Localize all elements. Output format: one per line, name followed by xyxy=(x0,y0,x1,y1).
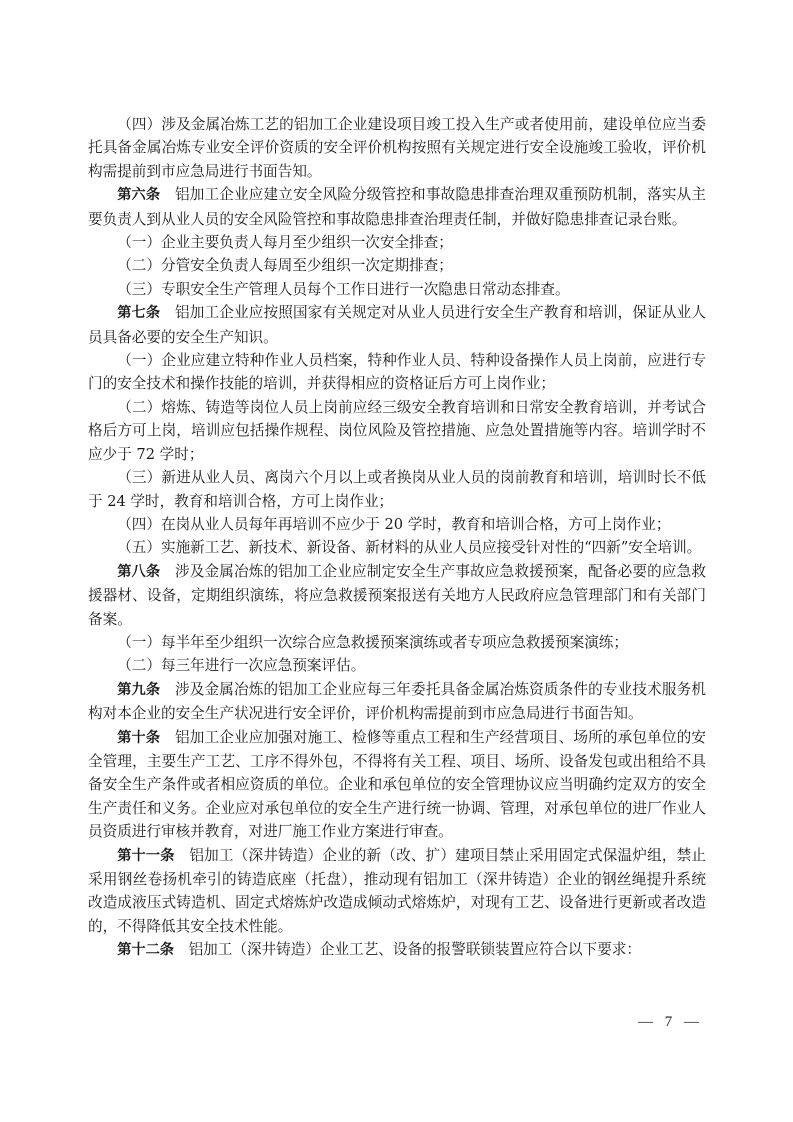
clause-paragraph xyxy=(88,254,706,277)
paragraph-text: （一）企业主要负责人每月至少组织一次安全排查； xyxy=(117,234,453,252)
paragraph-text: （二）熔炼、铸造等岗位人员上岗前应经三级安全教育培训和日常安全教育培训，并考试合格后方可上岗，培训应包括操作规程、岗位风险及管控措施、应急处置措施等内容。培训学时不应少于 72 学时； xyxy=(88,398,706,463)
paragraph-text: （三）新进从业人员、离岗六个月以上或者换岗从业人员的岗前教育和培训，培训时长不低于 24 学时，教育和培训合格，方可上岗作业； xyxy=(88,469,706,510)
article-paragraph xyxy=(88,560,706,631)
paragraph-text: 铝加工企业应按照国家有关规定对从业人员进行安全生产教育和培训，保证从业人员具备必要的安全生产知识。 xyxy=(88,304,706,346)
article-number: 第九条 xyxy=(117,681,161,698)
paragraph-text: （四）在岗从业人员每年再培训不应少于 20 学时，教育和培训合格，方可上岗作业； xyxy=(117,515,671,533)
paragraph-text: （四）涉及金属冶炼工艺的铝加工企业建设项目竣工投入生产或者使用前，建设单位应当委托具备金属冶炼专业安全评价资质的安全评价机构按照有关规定进行安全设施竣工验收，评价机构需提前到市应急局进行书面告知。 xyxy=(88,116,706,180)
article-number: 第七条 xyxy=(117,305,161,322)
article-number: 第八条 xyxy=(117,563,161,580)
paragraph-text: 铝加工（深井铸造）企业工艺、设备的报警联锁装置应符合以下要求： xyxy=(188,941,641,959)
article-paragraph xyxy=(88,678,706,726)
paragraph-text: 涉及金属冶炼的铝加工企业应制定安全生产事故应急救援预案，配备必要的应急救援器材、设备，定期组织演练，将应急救援预案报送有关地方人民政府应急管理部门和有关部门备案。 xyxy=(88,562,706,628)
paragraph-text: （二）分管安全负责人每周至少组织一次定期排查； xyxy=(117,257,453,275)
article-paragraph xyxy=(88,301,706,349)
document-body xyxy=(88,113,706,963)
clause-paragraph xyxy=(88,349,706,396)
page-number: — 7 — xyxy=(638,1014,703,1030)
article-paragraph xyxy=(88,844,706,939)
paragraph-text: 铝加工企业应建立安全风险分级管控和事故隐患排查治理双重预防机制，落实从主要负责人到从业人员的安全风险管控和事故隐患排查治理责任制，并做好隐患排查记录台账。 xyxy=(88,186,706,228)
clause-paragraph xyxy=(88,631,706,654)
article-number: 第十条 xyxy=(117,729,161,746)
article-number: 第六条 xyxy=(117,187,161,204)
clause-paragraph xyxy=(88,466,706,513)
clause-paragraph xyxy=(88,278,706,301)
clause-paragraph xyxy=(88,654,706,677)
paragraph-text: （三）专职安全生产管理人员每个工作日进行一次隐患日常动态排查。 xyxy=(117,280,570,298)
paragraph-text: （一）每半年至少组织一次综合应急救援预案演练或者专项应急救援预案演练； xyxy=(117,633,628,651)
article-paragraph xyxy=(88,938,706,962)
article-number: 第十二条 xyxy=(117,942,174,959)
clause-paragraph xyxy=(88,113,706,183)
clause-paragraph xyxy=(88,536,706,559)
paragraph-text: 铝加工（深井铸造）企业的新（改、扩）建项目禁止采用固定式保温炉组，禁止采用钢丝卷扬机牵引的铸造底座（托盘），推动现有铝加工（深井铸造）企业的钢丝绳提升系统改造成液压式铸造机、固定式熔炼炉改造成倾动式熔炼炉，对现有工艺、设备进行更新或者改造的，不得降低其安全技术性能。 xyxy=(88,846,706,935)
article-paragraph xyxy=(88,726,706,844)
paragraph-text: （二）每三年进行一次应急预案评估。 xyxy=(117,657,366,675)
clause-paragraph xyxy=(88,396,706,466)
paragraph-text: 铝加工企业应加强对施工、检修等重点工程和生产经营项目、场所的承包单位的安全管理，主要生产工艺、工序不得外包，不得将有关工程、项目、场所、设备发包或出租给不具备安全生产条件或者相应资质的单位。企业和承包单位的安全管理协议应当明确约定双方的安全生产责任和义务。企业应对承包单位的安全生产进行统一协调、管理，对承包单位的进厂作业人员资质进行审核并教育，对进厂施工作业方案进行审查。 xyxy=(88,728,706,841)
paragraph-text: 涉及金属冶炼的铝加工企业应每三年委托具备金属冶炼资质条件的专业技术服务机构对本企业的安全生产状况进行安全评价，评价机构需提前到市应急局进行书面告知。 xyxy=(88,680,706,723)
clause-paragraph xyxy=(88,513,706,536)
clause-paragraph xyxy=(88,231,706,254)
paragraph-text: （一）企业应建立特种作业人员档案，特种作业人员、特种设备操作人员上岗前，应进行专门的安全技术和操作技能的培训，并获得相应的资格证后方可上岗作业； xyxy=(88,352,706,393)
article-paragraph xyxy=(88,183,706,231)
article-number: 第十一条 xyxy=(117,847,175,864)
paragraph-text: （五）实施新工艺、新技术、新设备、新材料的从业人员应接受针对性的“四新”安全培训。 xyxy=(117,539,702,557)
